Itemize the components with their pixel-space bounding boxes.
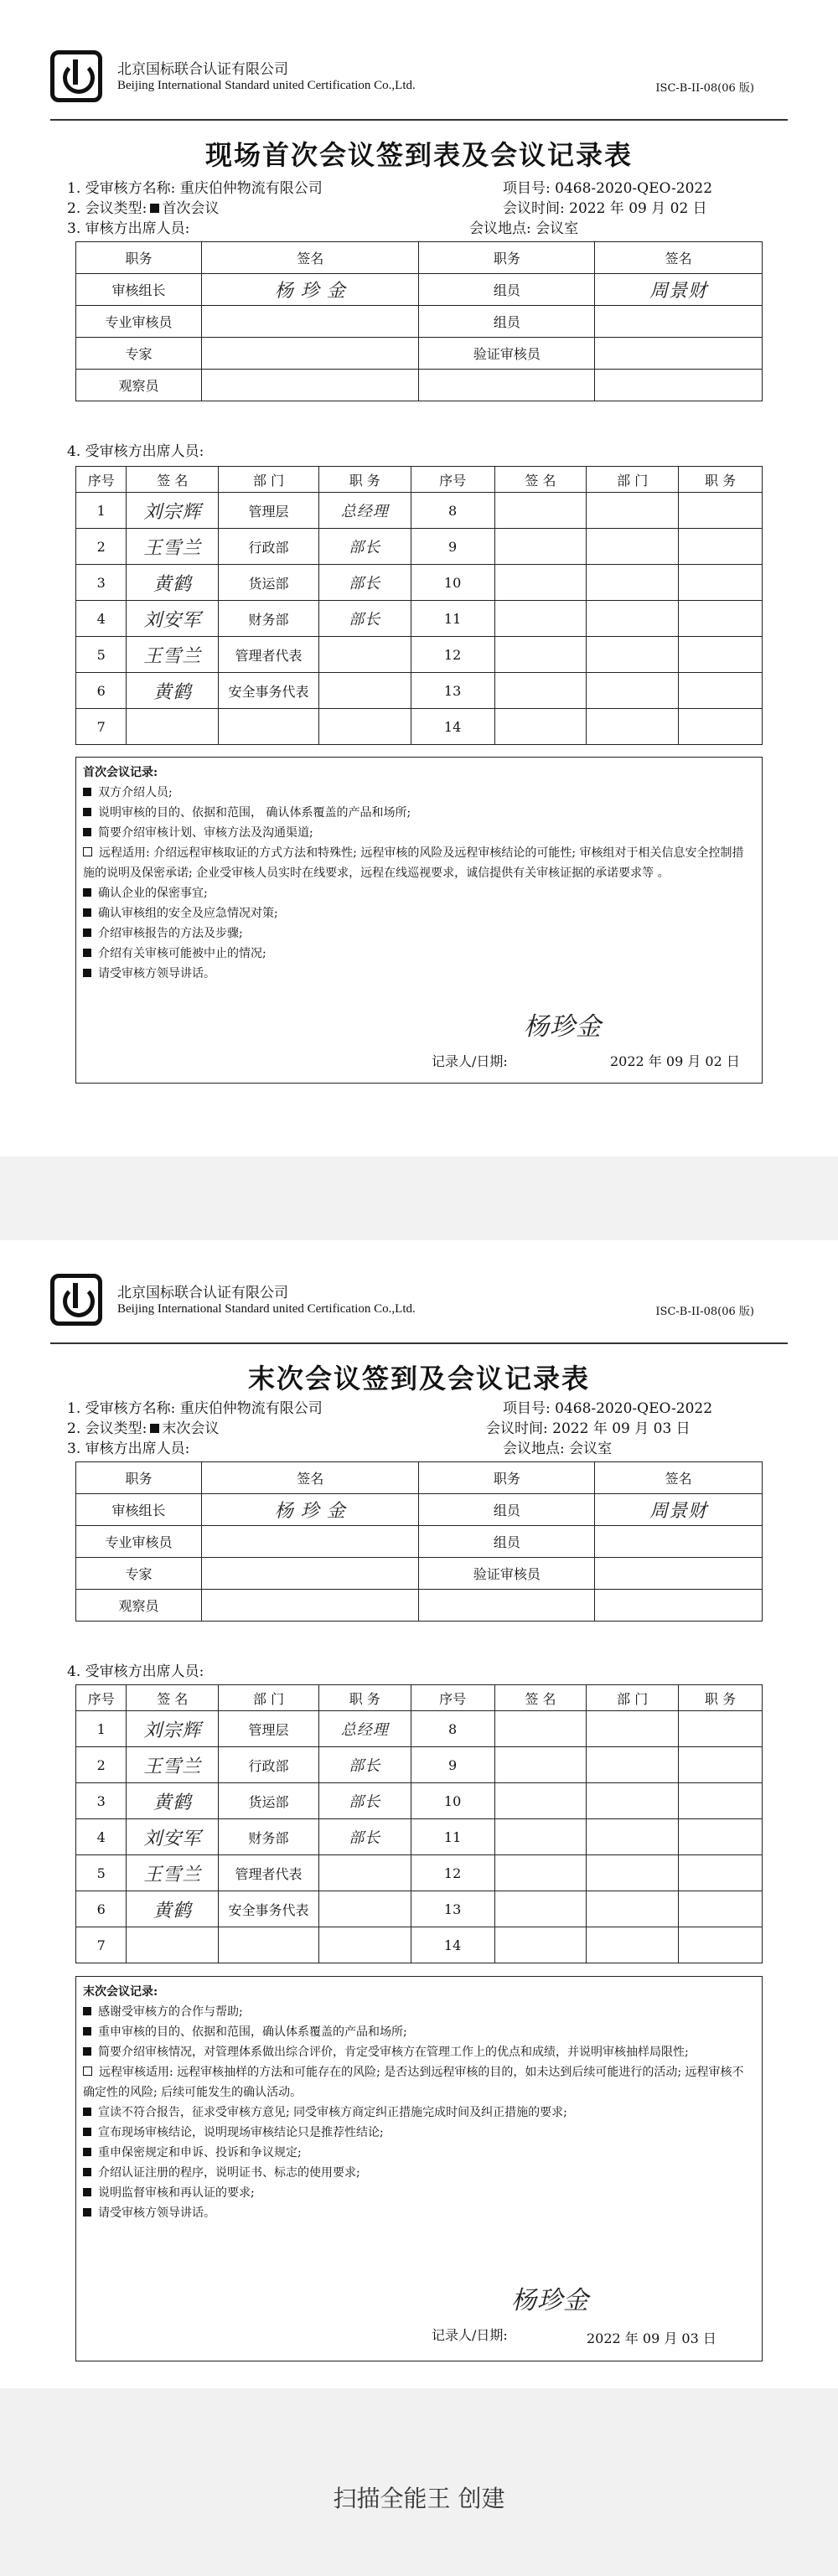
checked-box-icon [150, 1424, 159, 1433]
minutes-item-text: 介绍审核报告的方法及步骤; [98, 927, 243, 940]
job-title [318, 673, 411, 709]
table-row [76, 601, 763, 637]
col-header: 部 门 [219, 1685, 319, 1711]
signature: 周景财 [595, 1494, 763, 1526]
signature [127, 709, 219, 745]
auditee-attendees-label: 4. 受审核方出席人员: [67, 443, 204, 460]
recorder-signature: 杨珍金 [511, 2286, 589, 2315]
auditor-table [75, 1461, 763, 1622]
recorder-date: 2022 年 09 月 03 日 [587, 2330, 716, 2346]
row-number: 5 [76, 637, 127, 673]
col-header: 职 务 [679, 467, 763, 493]
cell-empty [595, 370, 763, 401]
department [219, 1927, 319, 1963]
cell-empty [587, 1891, 679, 1927]
department: 安全事务代表 [219, 673, 319, 709]
cell-empty [587, 637, 679, 673]
page-title: 末次会议签到及会议记录表 [247, 1363, 590, 1394]
table-row [76, 709, 763, 745]
signature: 王雪兰 [127, 529, 219, 565]
cell-empty [679, 709, 763, 745]
recorder-signature: 杨珍金 [524, 1012, 602, 1042]
cell-empty [679, 493, 763, 529]
row-number: 7 [76, 709, 127, 745]
auditee-name: 1. 受审核方名称: 重庆伯仲物流有限公司 [67, 1400, 323, 1417]
signature: 王雪兰 [127, 1855, 219, 1891]
unchecked-box-icon [83, 847, 92, 856]
attendee-table [75, 1684, 763, 1963]
minutes-item-text: 重申审核的目的、依据和范围，确认体系覆盖的产品和场所; [98, 2025, 407, 2039]
job-title: 部长 [318, 601, 411, 637]
org-name-en: Beijing International Standard united Certification Co.,Ltd. [117, 1302, 416, 1316]
table-row [76, 493, 763, 529]
row-number: 14 [411, 709, 494, 745]
col-header: 职 务 [318, 1685, 411, 1711]
cell-empty [587, 529, 679, 565]
minutes-item [83, 783, 755, 803]
col-header: 职 务 [679, 1685, 763, 1711]
signature: 黄鹤 [127, 1783, 219, 1819]
signature: 刘安军 [127, 601, 219, 637]
page-gap [0, 1156, 838, 1240]
cell-empty [679, 673, 763, 709]
cell-empty [587, 1927, 679, 1963]
minutes-item [83, 2203, 755, 2223]
department: 管理层 [219, 493, 319, 529]
role-member: 组员 [419, 274, 595, 306]
signature-empty [494, 1927, 587, 1963]
checked-box-icon [83, 2188, 91, 2196]
department: 财务部 [219, 601, 319, 637]
signature: 刘安军 [127, 1819, 219, 1855]
signature-empty [202, 1526, 419, 1558]
auditor-attendees-label: 3. 审核方出席人员: [67, 1441, 190, 1457]
table-row [76, 673, 763, 709]
checked-box-icon [83, 828, 91, 836]
row-number: 11 [411, 1819, 494, 1855]
cell-empty [679, 1747, 763, 1783]
cell-empty [679, 565, 763, 601]
minutes-item-text: 感谢受审核方的合作与帮助; [98, 2005, 243, 2019]
minutes-item [83, 964, 755, 984]
minutes-item-text: 请受审核方领导讲话。 [98, 967, 215, 980]
minutes-item-text: 宣读不符合报告，征求受审核方意见; 同受审核方商定纠正措施完成时间及纠正措施的要求; [98, 2106, 567, 2119]
checked-box-icon [83, 808, 91, 816]
minutes-item-text: 宣布现场审核结论，说明现场审核结论只是推荐性结论; [98, 2126, 384, 2139]
job-title: 部长 [318, 1747, 411, 1783]
job-title: 部长 [318, 529, 411, 565]
signature: 刘宗辉 [127, 493, 219, 529]
cell-empty [587, 493, 679, 529]
row-number: 11 [411, 601, 494, 637]
col-header: 职务 [419, 1462, 595, 1494]
meeting-minutes [75, 1976, 763, 2361]
recorder-label: 记录人/日期: [432, 1053, 508, 1069]
minutes-item [83, 2062, 755, 2103]
table-row [76, 1819, 763, 1855]
signature-empty [494, 565, 587, 601]
cell-empty [419, 370, 595, 401]
table-row [76, 1711, 763, 1747]
col-header: 部 门 [587, 467, 679, 493]
col-header: 职 务 [318, 467, 411, 493]
cell-empty [679, 1819, 763, 1855]
doc-code: ISC-B-II-08(06 版) [655, 1306, 754, 1318]
row-number: 6 [76, 1891, 127, 1927]
minutes-item [83, 2002, 755, 2022]
header-divider [50, 1342, 788, 1344]
signature-empty [494, 673, 587, 709]
minutes-item-text: 请受审核方领导讲话。 [98, 2206, 215, 2220]
minutes-item-text: 确认企业的保密事宜; [98, 887, 208, 900]
minutes-item-text: 介绍有关审核可能被中止的情况; [98, 947, 266, 960]
signature-empty [494, 493, 587, 529]
signature-empty [494, 1783, 587, 1819]
minutes-item [83, 803, 755, 823]
org-name-cn: 北京国标联合认证有限公司 [117, 1285, 288, 1301]
checked-box-icon [83, 949, 91, 957]
job-title [318, 1855, 411, 1891]
minutes-item-text: 简要介绍审核情况，对管理体系做出综合评价，肯定受审核方在管理工作上的优点和成绩，并说明审核抽样局限性; [98, 2046, 689, 2059]
signature: 杨 珍 金 [202, 1494, 419, 1526]
job-title: 总经理 [318, 1711, 411, 1747]
col-header: 部 门 [219, 467, 319, 493]
checked-box-icon [83, 2168, 91, 2176]
table-row [76, 1927, 763, 1963]
department: 行政部 [219, 529, 319, 565]
signature-empty [595, 338, 763, 370]
department: 安全事务代表 [219, 1891, 319, 1927]
meeting-time: 会议时间: 2022 年 09 月 02 日 [503, 200, 707, 217]
role-professional-auditor: 专业审核员 [76, 306, 202, 338]
col-header: 签名 [202, 242, 419, 274]
minutes-item [83, 883, 755, 903]
row-number: 4 [76, 1819, 127, 1855]
signature: 黄鹤 [127, 565, 219, 601]
checked-box-icon [83, 969, 91, 977]
cell-empty [679, 1891, 763, 1927]
checked-box-icon [83, 788, 91, 796]
checked-box-icon [83, 2108, 91, 2116]
minutes-item [83, 823, 755, 843]
minutes-item-text: 远程审核适用: 远程审核抽样的方法和可能存在的风险; 是否达到远程审核的目的，如未达到后续可能进行的活动; 远程审核不确定性的风险; 后续可能发生的确认活动。 [83, 2066, 744, 2099]
job-title: 总经理 [318, 493, 411, 529]
col-header: 序号 [411, 1685, 494, 1711]
signature: 周景财 [595, 274, 763, 306]
col-header: 签 名 [494, 1685, 587, 1711]
col-header: 序号 [76, 467, 127, 493]
role-professional-auditor: 专业审核员 [76, 1526, 202, 1558]
project-number: 项目号: 0468-2020-QEO-2022 [503, 180, 713, 197]
role-lead-auditor: 审核组长 [76, 1494, 202, 1526]
company-logo-icon [50, 50, 102, 102]
checked-box-icon [83, 2027, 91, 2035]
col-header: 签 名 [127, 467, 219, 493]
minutes-item [83, 2143, 755, 2163]
page-header [50, 1274, 788, 1341]
checked-box-icon [83, 888, 91, 897]
cell-empty [587, 1747, 679, 1783]
minutes-item [83, 843, 755, 883]
col-header: 职务 [419, 242, 595, 274]
table-row [76, 1855, 763, 1891]
cell-empty [587, 1855, 679, 1891]
minutes-item-text: 重申保密规定和申诉、投诉和争议规定; [98, 2146, 302, 2160]
meeting-type-label: 2. 会议类型: [67, 200, 147, 217]
role-expert: 专家 [76, 338, 202, 370]
signature-empty [202, 1590, 419, 1622]
job-title [318, 1927, 411, 1963]
checked-box-icon [83, 2007, 91, 2015]
signature-empty [202, 306, 419, 338]
minutes-item [83, 944, 755, 964]
page-header [50, 50, 788, 117]
role-verification-auditor: 验证审核员 [419, 338, 595, 370]
cell-empty [587, 709, 679, 745]
footer-watermark: 扫描全能王 创建 [333, 2485, 505, 2512]
meeting-location: 会议地点: 会议室 [503, 1441, 613, 1457]
row-number: 1 [76, 493, 127, 529]
page-title: 现场首次会议签到表及会议记录表 [204, 139, 633, 171]
table-row [76, 1747, 763, 1783]
col-header: 签 名 [494, 467, 587, 493]
department: 管理层 [219, 1711, 319, 1747]
row-number: 6 [76, 673, 127, 709]
col-header: 职务 [76, 1462, 202, 1494]
row-number: 13 [411, 1891, 494, 1927]
checked-box-icon [83, 2128, 91, 2136]
row-number: 10 [411, 1783, 494, 1819]
job-title [318, 637, 411, 673]
org-name-cn: 北京国标联合认证有限公司 [117, 61, 288, 78]
signature-empty [595, 1526, 763, 1558]
minutes-title: 末次会议记录: [83, 1985, 158, 1999]
company-logo-icon [50, 1274, 102, 1326]
row-number: 8 [411, 493, 494, 529]
minutes-item [83, 2163, 755, 2183]
row-number: 1 [76, 1711, 127, 1747]
auditor-table [75, 241, 763, 401]
signature-empty [494, 709, 587, 745]
meeting-location: 会议地点: 会议室 [469, 220, 579, 237]
signature-empty [202, 338, 419, 370]
role-observer: 观察员 [76, 370, 202, 401]
col-header: 签名 [595, 242, 763, 274]
signature: 黄鹤 [127, 1891, 219, 1927]
signature [127, 1927, 219, 1963]
final-meeting-page [0, 1240, 838, 2388]
signature-empty [494, 1891, 587, 1927]
project-number: 项目号: 0468-2020-QEO-2022 [503, 1400, 713, 1417]
signature-empty [595, 306, 763, 338]
department: 管理者代表 [219, 1855, 319, 1891]
row-number: 12 [411, 1855, 494, 1891]
department: 货运部 [219, 1783, 319, 1819]
col-header: 序号 [411, 467, 494, 493]
minutes-item [83, 923, 755, 944]
checked-box-icon [83, 2148, 91, 2156]
department [219, 709, 319, 745]
cell-empty [679, 1711, 763, 1747]
minutes-item-text: 双方介绍人员; [98, 786, 173, 799]
cell-empty [679, 1783, 763, 1819]
role-observer: 观察员 [76, 1590, 202, 1622]
minutes-item-text: 远程适用: 介绍远程审核取证的方式方法和特殊性; 远程审核的风险及远程审核结论的可能性; 审核组对于相关信息安全控制措施的说明及保密承诺; 企业受审核人员实时在线要求，远程在线巡视要求，诚信提供有关审核证据的承诺要求等 。 [83, 846, 744, 880]
row-number: 8 [411, 1711, 494, 1747]
minutes-item [83, 2183, 755, 2203]
table-row [76, 1891, 763, 1927]
cell-empty [587, 1711, 679, 1747]
row-number: 14 [411, 1927, 494, 1963]
cell-empty [679, 637, 763, 673]
row-number: 9 [411, 1747, 494, 1783]
row-number: 4 [76, 601, 127, 637]
job-title [318, 1891, 411, 1927]
checked-box-icon [83, 928, 91, 937]
meeting-type-value: 首次会议 [162, 200, 220, 217]
signature: 黄鹤 [127, 673, 219, 709]
cell-empty [679, 1855, 763, 1891]
table-row [76, 637, 763, 673]
table-row [76, 529, 763, 565]
meeting-minutes [75, 757, 763, 1084]
signature: 刘宗辉 [127, 1711, 219, 1747]
minutes-item [83, 2022, 755, 2042]
minutes-item-text: 确认审核组的安全及应急情况对策; [98, 907, 278, 920]
signature-empty [494, 1855, 587, 1891]
row-number: 2 [76, 529, 127, 565]
checked-box-icon [83, 2047, 91, 2056]
signature-empty [202, 1558, 419, 1590]
org-name-en: Beijing International Standard united Certification Co.,Ltd. [117, 79, 416, 92]
minutes-item [83, 2042, 755, 2062]
row-number: 3 [76, 565, 127, 601]
doc-code: ISC-B-II-08(06 版) [655, 82, 754, 95]
scanner-footer [0, 2388, 838, 2576]
cell-empty [587, 601, 679, 637]
cell-empty [679, 1927, 763, 1963]
signature: 杨 珍 金 [202, 274, 419, 306]
cell-empty [587, 673, 679, 709]
meeting-type [67, 1420, 219, 1438]
minutes-title: 首次会议记录: [83, 766, 158, 779]
meeting-type-label: 2. 会议类型: [67, 1420, 147, 1437]
minutes-item-text: 说明审核的目的、依据和范围， 确认体系覆盖的产品和场所; [98, 806, 411, 820]
signature: 王雪兰 [127, 1747, 219, 1783]
cell-empty [679, 601, 763, 637]
col-header: 部 门 [587, 1685, 679, 1711]
meeting-time: 会议时间: 2022 年 09 月 03 日 [486, 1420, 691, 1437]
signature: 王雪兰 [127, 637, 219, 673]
job-title: 部长 [318, 1783, 411, 1819]
role-expert: 专家 [76, 1558, 202, 1590]
signature-empty [494, 529, 587, 565]
row-number: 13 [411, 673, 494, 709]
signature-empty [595, 1558, 763, 1590]
minutes-item [83, 2123, 755, 2143]
col-header: 签名 [202, 1462, 419, 1494]
checked-box-icon [150, 204, 159, 213]
table-row [76, 565, 763, 601]
meeting-type [67, 199, 219, 218]
signature-empty [494, 1711, 587, 1747]
role-lead-auditor: 审核组长 [76, 274, 202, 306]
cell-empty [587, 565, 679, 601]
minutes-item-text: 简要介绍审核计划、审核方法及沟通渠道; [98, 826, 313, 840]
signature-empty [494, 1819, 587, 1855]
col-header: 序号 [76, 1685, 127, 1711]
job-title: 部长 [318, 1819, 411, 1855]
role-member: 组员 [419, 1494, 595, 1526]
row-number: 10 [411, 565, 494, 601]
cell-empty [587, 1819, 679, 1855]
role-member: 组员 [419, 1526, 595, 1558]
signature-empty [494, 637, 587, 673]
row-number: 5 [76, 1855, 127, 1891]
first-meeting-page [0, 0, 838, 1156]
unchecked-box-icon [83, 2066, 92, 2076]
recorder-label: 记录人/日期: [432, 2327, 508, 2343]
col-header: 职务 [76, 242, 202, 274]
row-number: 7 [76, 1927, 127, 1963]
col-header: 签 名 [127, 1685, 219, 1711]
row-number: 2 [76, 1747, 127, 1783]
checked-box-icon [83, 908, 91, 917]
department: 财务部 [219, 1819, 319, 1855]
department: 管理者代表 [219, 637, 319, 673]
cell-empty [587, 1783, 679, 1819]
auditee-name: 1. 受审核方名称: 重庆伯仲物流有限公司 [67, 180, 323, 197]
auditee-attendees-label: 4. 受审核方出席人员: [67, 1663, 204, 1680]
job-title [318, 709, 411, 745]
role-member: 组员 [419, 306, 595, 338]
col-header: 签名 [595, 1462, 763, 1494]
minutes-item [83, 903, 755, 923]
cell-empty [419, 1590, 595, 1622]
auditor-attendees-label: 3. 审核方出席人员: [67, 220, 190, 237]
signature-empty [202, 370, 419, 401]
row-number: 3 [76, 1783, 127, 1819]
table-row [76, 1783, 763, 1819]
attendee-table [75, 466, 763, 745]
role-verification-auditor: 验证审核员 [419, 1558, 595, 1590]
signature-empty [494, 601, 587, 637]
department: 行政部 [219, 1747, 319, 1783]
cell-empty [679, 529, 763, 565]
recorder-date: 2022 年 09 月 02 日 [610, 1053, 740, 1069]
department: 货运部 [219, 565, 319, 601]
job-title: 部长 [318, 565, 411, 601]
minutes-item-text: 介绍认证注册的程序，说明证书、标志的使用要求; [98, 2166, 360, 2180]
minutes-item [83, 2103, 755, 2123]
row-number: 9 [411, 529, 494, 565]
signature-empty [494, 1747, 587, 1783]
meeting-type-value: 末次会议 [162, 1420, 220, 1437]
cell-empty [595, 1590, 763, 1622]
minutes-item-text: 说明监督审核和再认证的要求; [98, 2186, 255, 2200]
row-number: 12 [411, 637, 494, 673]
header-divider [50, 119, 788, 121]
checked-box-icon [83, 2208, 91, 2216]
